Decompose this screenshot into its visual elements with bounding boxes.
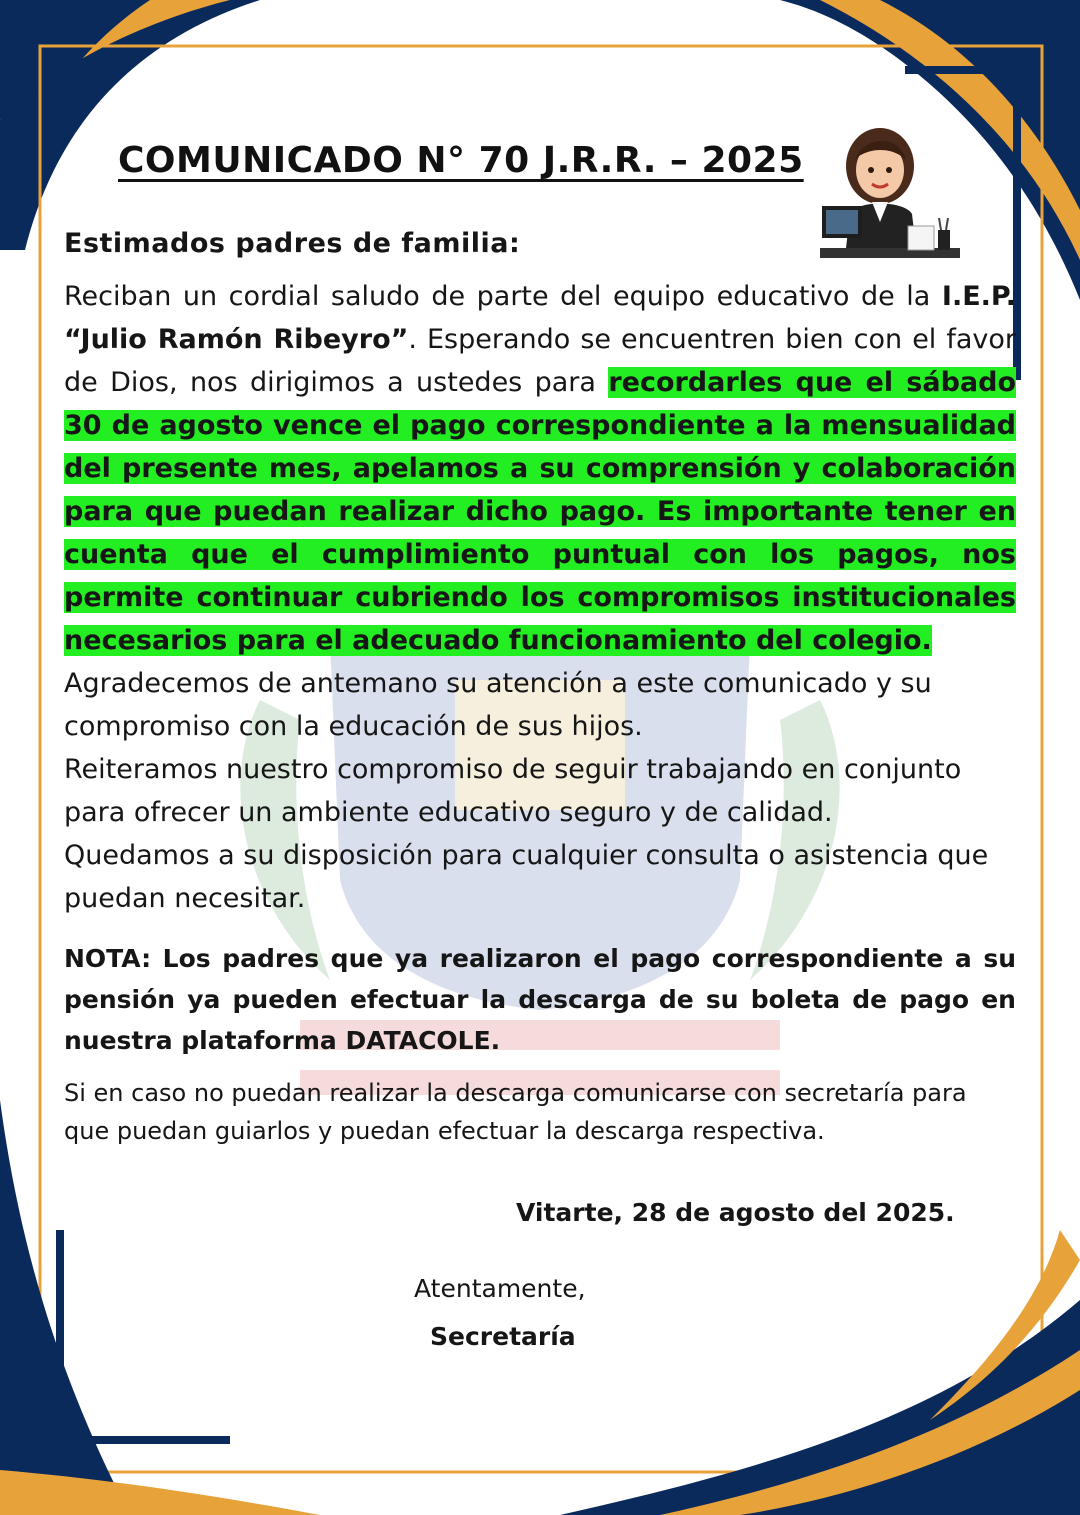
intro-text-2: . Esperando se encuentren bien con el favor de Dios, nos dirigimos a ustedes para [64, 324, 1016, 398]
main-paragraph [64, 275, 1016, 662]
payment-note: NOTA: Los padres que ya realizaron el pago correspondiente a su pensión ya pueden efectuar la descarga de su boleta de pago en nuestra plataforma DATACOLE. [64, 944, 1016, 1055]
secretary-avatar-icon [820, 118, 960, 268]
availability-paragraph: Quedamos a su disposición para cualquier consulta o asistencia que puedan necesitar. [64, 840, 989, 914]
page-title: COMUNICADO N° 70 J.R.R. – 2025 [118, 140, 804, 181]
download-help-note: Si en caso no puedan realizar la descarga comunicarse con secretaría para que puedan guiarlos y puedan efectuar la descarga respectiva. [64, 1079, 967, 1145]
greeting: Estimados padres de familia: [64, 228, 521, 259]
highlighted-payment-reminder: recordarles que el sábado 30 de agosto vence el pago correspondiente a la mensualidad del presente mes, apelamos a su comprensión y colaboración para que puedan realizar dicho pago. Es importante tener en cuenta que el cumplimiento puntual con los pagos, nos permite continuar cubriendo los compromisos institucionales necesarios para el adecuado funcionamiento del colegio. [64, 367, 1016, 656]
school-name: I.E.P. “Julio Ramón Ribeyro” [64, 281, 1016, 355]
signature: Secretaría [430, 1322, 576, 1351]
thanks-paragraph: Agradecemos de antemano su atención a este comunicado y su compromiso con la educación de sus hijos. [64, 668, 932, 742]
closing: Atentamente, [414, 1274, 586, 1303]
reiterate-paragraph: Reiteramos nuestro compromiso de seguir trabajando en conjunto para ofrecer un ambiente educativo seguro y de calidad. [64, 754, 962, 828]
date-line: Vitarte, 28 de agosto del 2025. [516, 1198, 955, 1227]
intro-text: Reciban un cordial saludo de parte del equipo educativo de la [64, 281, 942, 312]
